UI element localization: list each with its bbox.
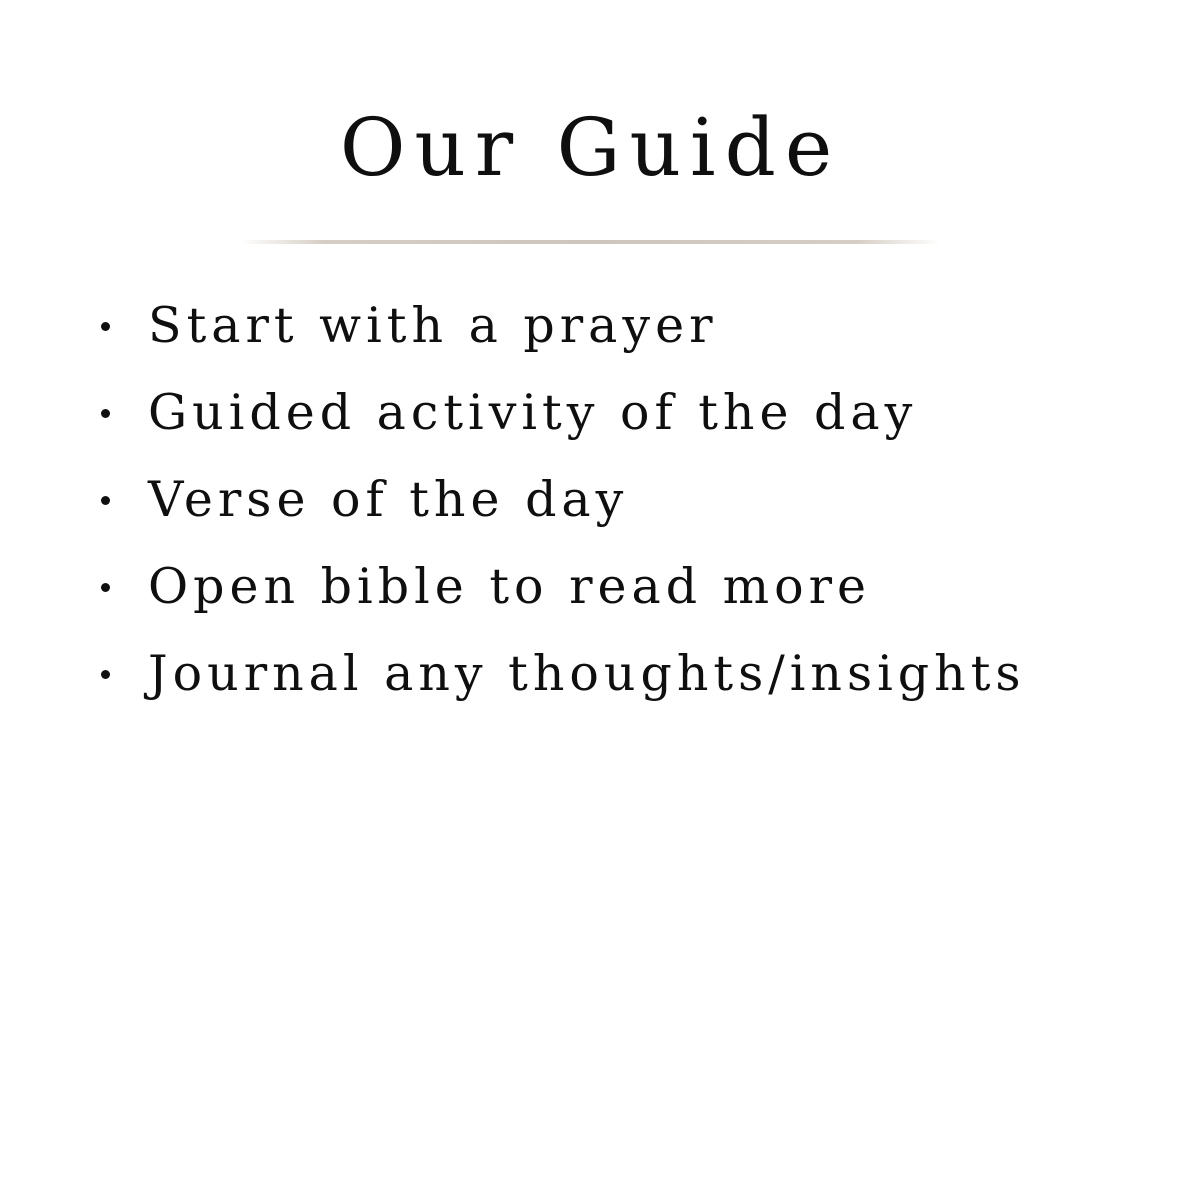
list-item-label: Start with a prayer: [148, 297, 718, 354]
title-divider: [240, 240, 940, 244]
list-item: [0, 638, 1181, 725]
bullet-icon: [101, 583, 110, 592]
bullet-icon: [101, 322, 110, 331]
list-item: [0, 290, 1181, 377]
list-item-label: Journal any thoughts/insights: [148, 645, 1026, 702]
guide-list: [0, 290, 1181, 725]
bullet-icon: [101, 670, 110, 679]
list-item: [0, 377, 1181, 464]
bullet-icon: [101, 496, 110, 505]
list-item-label: Open bible to read more: [148, 558, 872, 615]
page-title: Our Guide: [339, 101, 842, 194]
list-item: [0, 551, 1181, 638]
list-item-label: Verse of the day: [148, 471, 629, 528]
list-item: [0, 464, 1181, 551]
list-item-label: Guided activity of the day: [148, 384, 918, 441]
bullet-icon: [101, 409, 110, 418]
